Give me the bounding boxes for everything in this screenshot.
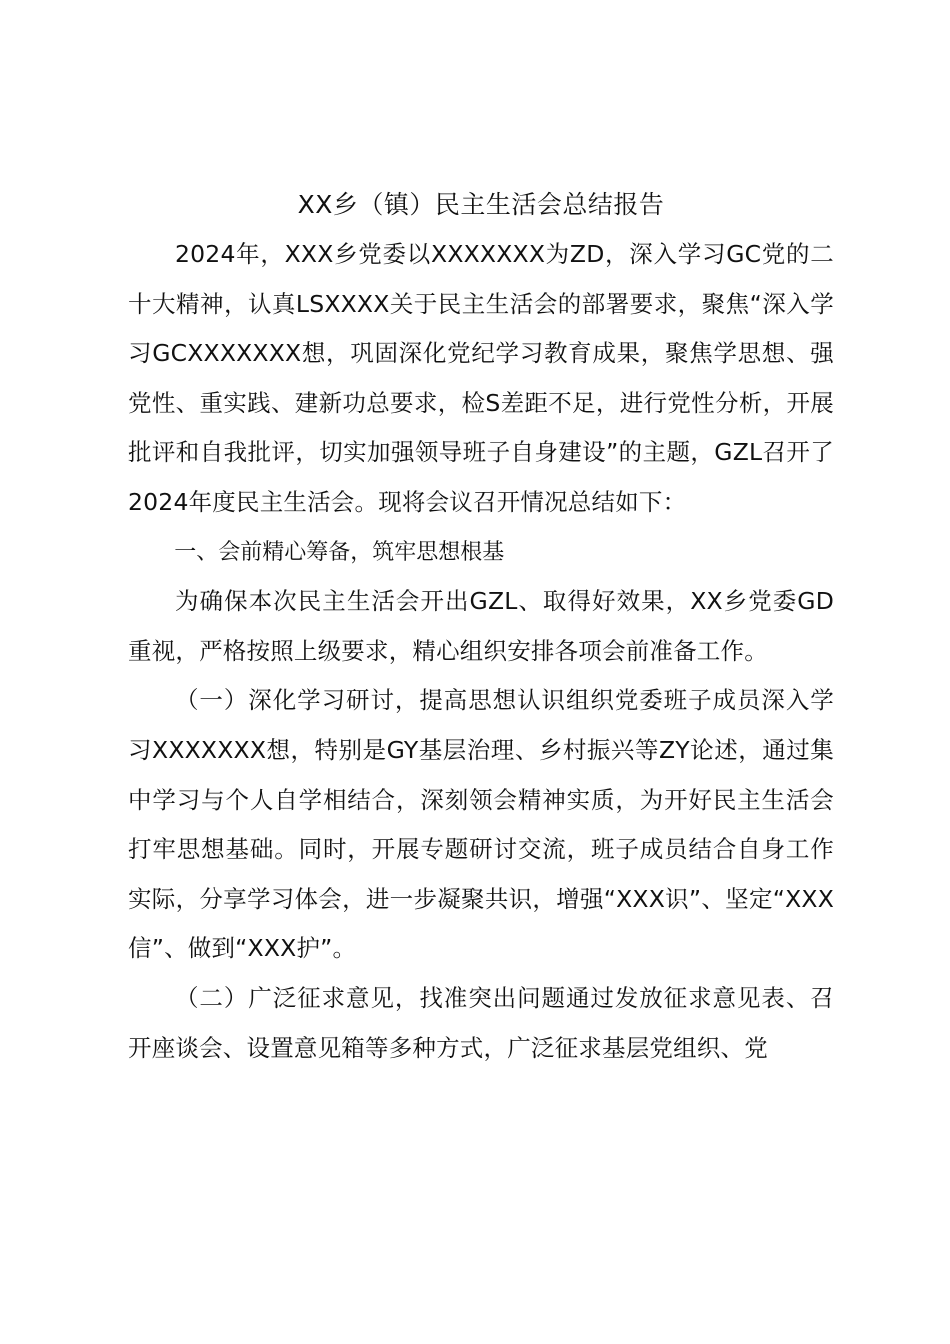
- section-intro-paragraph: 为确保本次民主生活会开出GZL、取得好效果，XX乡党委GD重视，严格按照上级要求，精心组织安排各项会前准备工作。: [128, 587, 834, 665]
- intro-paragraph: 2024年，XXX乡党委以XXXXXXX为ZD，深入学习GC党的二十大精神，认真LSXXXX关于民主生活会的部署要求，聚焦“深入学习GCXXXXXXX想，巩固深化党纪学习教育成果，聚焦学思想、强党性、重实践、建新功总要求，检S差距不足，进行党性分析，开展批评和自我批评，切实加强领导班子自身建设”的主题，GZL召开了2024年度民主生活会。现将会议召开情况总结如下：: [128, 240, 834, 516]
- subsection-paragraph-1: （一）深化学习研讨，提高思想认识组织党委班子成员深入学习XXXXXXX想，特别是GY基层治理、乡村振兴等ZY论述，通过集中学习与个人自学相结合，深刻领会精神实质，为开好民主生活会打牢思想基础。同时，开展专题研讨交流，班子成员结合自身工作实际，分享学习体会，进一步凝聚共识，增强“XXX识”、坚定“XXX信”、做到“XXX护”。: [128, 686, 834, 963]
- subsection-paragraph-2: （二）广泛征求意见，找准突出问题通过发放征求意见表、召开座谈会、设置意见箱等多种方式，广泛征求基层党组织、党: [128, 983, 834, 1062]
- document-title: XX乡（镇）民主生活会总结报告: [297, 190, 665, 219]
- section-heading: 一、会前精心筹备，筑牢思想根基: [174, 539, 505, 565]
- document-body: [128, 180, 834, 1073]
